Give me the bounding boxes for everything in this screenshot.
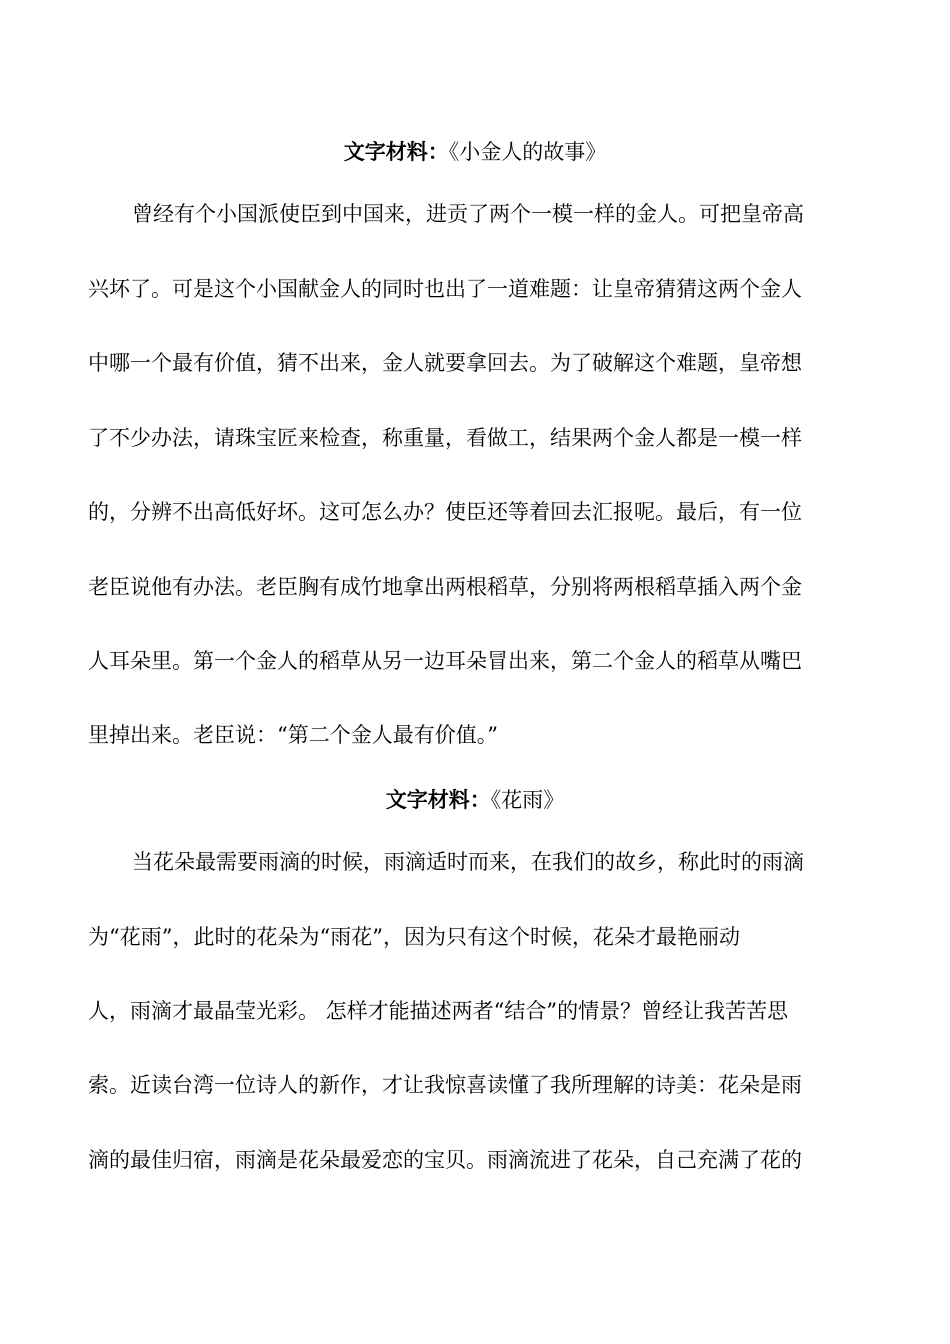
heading-label: 文字材料： <box>343 139 449 164</box>
paragraph-line: 的，分辨不出高低好坏。这可怎么办？使臣还等着回去汇报呢。最后，有一位 <box>88 500 802 524</box>
heading-title: 《花雨》 <box>490 788 565 812</box>
paragraph-line: 滴的最佳归宿，雨滴是花朵最爱恋的宝贝。雨滴流进了花朵，自己充满了花的 <box>88 1148 802 1172</box>
section-heading-flower-rain <box>0 785 950 815</box>
paragraph-line: 兴坏了。可是这个小国献金人的同时也出了一道难题：让皇帝猜猜这两个金人 <box>88 277 802 301</box>
paragraph-line: 人耳朵里。第一个金人的稻草从另一边耳朵冒出来，第二个金人的稻草从嘴巴 <box>88 649 802 673</box>
paragraph-line: 老臣说他有办法。老臣胸有成竹地拿出两根稻草，分别将两根稻草插入两个金 <box>88 575 802 599</box>
paragraph-line: 里掉出来。老臣说：“第二个金人最有价值。” <box>88 723 498 747</box>
paragraph-line: 索。近读台湾一位诗人的新作，才让我惊喜读懂了我所理解的诗美：花朵是雨 <box>88 1073 802 1097</box>
paragraph-line: 为“花雨”，此时的花朵为“雨花”，因为只有这个时候，花朵才最艳丽动 <box>88 925 740 949</box>
paragraph-line: 人，雨滴才最晶莹光彩。 怎样才能描述两者“结合”的情景？曾经让我苦苦思 <box>88 999 789 1023</box>
heading-label: 文字材料： <box>385 787 491 812</box>
paragraph-line: 了不少办法，请珠宝匠来检查，称重量，看做工，结果两个金人都是一模一样 <box>88 426 802 450</box>
heading-title: 《小金人的故事》 <box>448 140 607 164</box>
paragraph-line: 中哪一个最有价值，猜不出来，金人就要拿回去。为了破解这个难题，皇帝想 <box>88 351 802 375</box>
paragraph-line: 曾经有个小国派使臣到中国来，进贡了两个一模一样的金人。可把皇帝高 <box>132 202 804 226</box>
paragraph-line: 当花朵最需要雨滴的时候，雨滴适时而来，在我们的故乡，称此时的雨滴 <box>132 850 804 874</box>
section-heading-gold-figure <box>0 137 950 167</box>
